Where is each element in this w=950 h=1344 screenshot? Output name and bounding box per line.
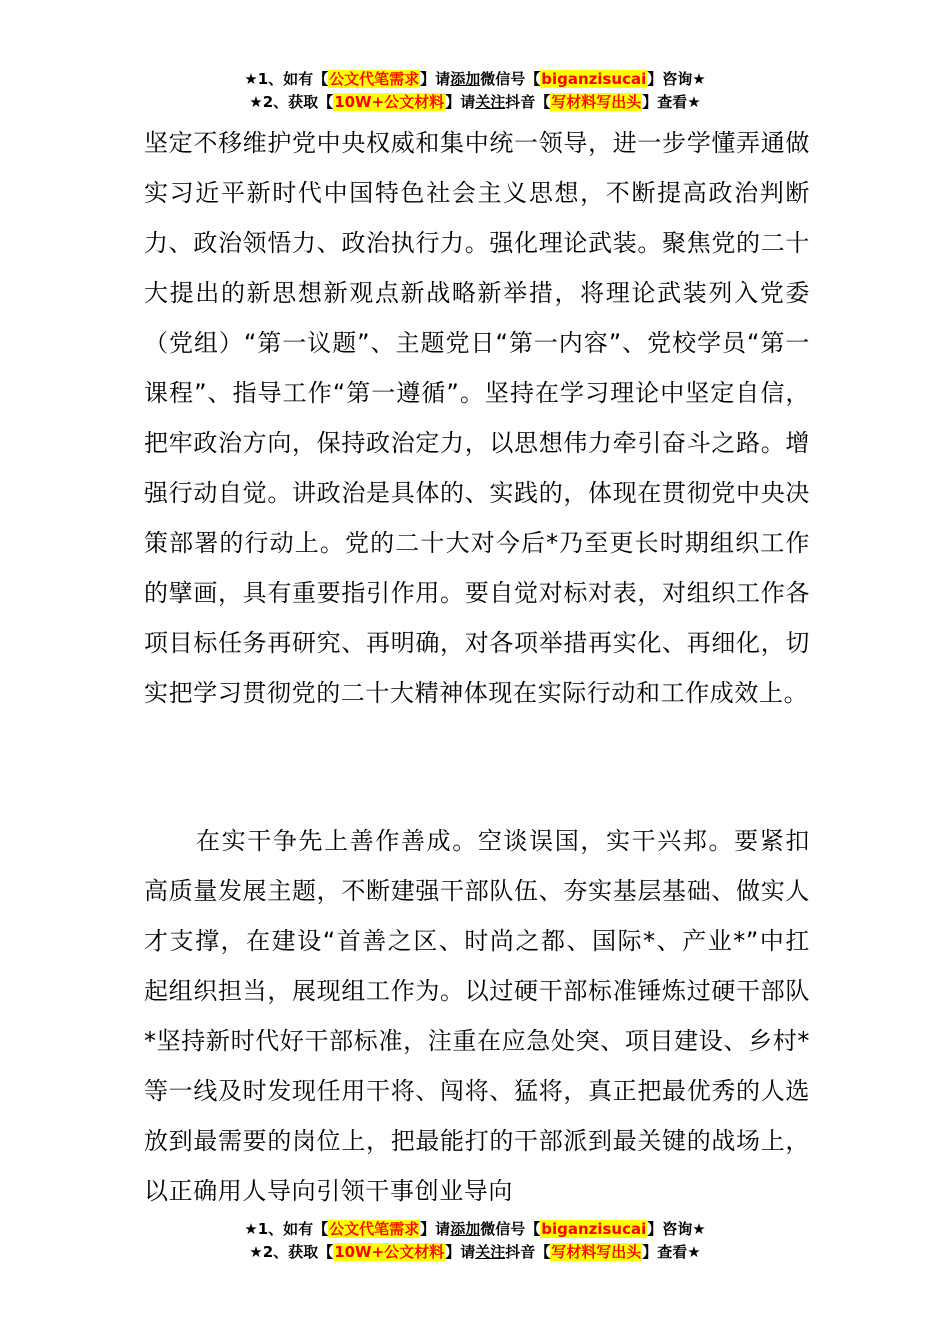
banner-text: ★1、如有【: [244, 70, 329, 88]
banner-highlight: 公文代笔需求: [329, 70, 420, 88]
banner-text: 】查看★: [642, 93, 701, 111]
body-paragraph-1: 坚定不移维护党中央权威和集中统一领导，进一步学懂弄通做实习近平新时代中国特色社会主义思想，不断提高政治判断力、政治领悟力、政治执行力。强化理论武装。聚焦党的二十大提出的新思想新观点新战略新举措，将理论武装列入党委（党组）“第一议题”、主题党日“第一内容”、党校学员“第一课程”、指导工作“第一遵循”。坚持在学习理论中坚定自信，把牢政治方向，保持政治定力，以思想伟力牵引奋斗之路。增强行动自觉。讲政治是具体的、实践的，体现在贯彻党中央决策部署的行动上。党的二十大对今后*乃至更长时期组织工作的擘画，具有重要指引作用。要自觉对标对表，对组织工作各项目标任务再研究、再明确，对各项举措再实化、再细化，切实把学习贯彻党的二十大精神体现在实际行动和工作成效上。: [144, 129, 810, 707]
footer-banner: [0, 1218, 950, 1264]
banner-underlined: 添加: [450, 1220, 481, 1238]
banner-text: 】请: [420, 1220, 451, 1238]
banner-text: ★2、获取【: [249, 93, 334, 111]
banner-text: 微信号【: [480, 1220, 541, 1238]
banner-text: 】查看★: [642, 1243, 701, 1261]
banner-text: 抖音【: [505, 93, 551, 111]
banner-text: 】咨询★: [647, 1220, 706, 1238]
banner-line-2: [0, 91, 950, 114]
banner-text: 抖音【: [505, 1243, 551, 1261]
banner-underlined: 关注: [475, 93, 506, 111]
banner-text: ★1、如有【: [244, 1220, 329, 1238]
banner-highlight: 10W+公文材料: [334, 1243, 445, 1261]
banner-highlight: biganzisucai: [541, 1220, 647, 1238]
banner-underlined: 添加: [450, 70, 481, 88]
banner-text: 】请: [445, 1243, 476, 1261]
banner-text: ★2、获取【: [249, 1243, 334, 1261]
header-banner: [0, 68, 950, 114]
banner-text: 】请: [445, 93, 476, 111]
banner-highlight: 10W+公文材料: [334, 93, 445, 111]
banner-highlight: biganzisucai: [541, 70, 647, 88]
banner-highlight: 写材料写出头: [551, 93, 642, 111]
banner-underlined: 关注: [475, 1243, 506, 1261]
banner-text: 】请: [420, 70, 451, 88]
banner-text: 微信号【: [480, 70, 541, 88]
banner-text: 】咨询★: [647, 70, 706, 88]
body-paragraph-2: 在实干争先上善作善成。空谈误国，实干兴邦。要紧扣高质量发展主题，不断建强干部队伍、夯实基层基础、做实人才支撑，在建设“首善之区、时尚之都、国际*、产业*”中扛起组织担当，展现组工作为。以过硬干部标准锤炼过硬干部队*坚持新时代好干部标准，注重在应急处突、项目建设、乡村*等一线及时发现任用干将、闯将、猛将，真正把最优秀的人选放到最需要的岗位上，把最能打的干部派到最关键的战场上，以正确用人导向引领干事创业导向: [144, 827, 810, 1205]
banner-highlight: 公文代笔需求: [329, 1220, 420, 1238]
banner-line-2: [0, 1241, 950, 1264]
banner-line-1: [0, 1218, 950, 1241]
banner-line-1: [0, 68, 950, 91]
banner-highlight: 写材料写出头: [551, 1243, 642, 1261]
